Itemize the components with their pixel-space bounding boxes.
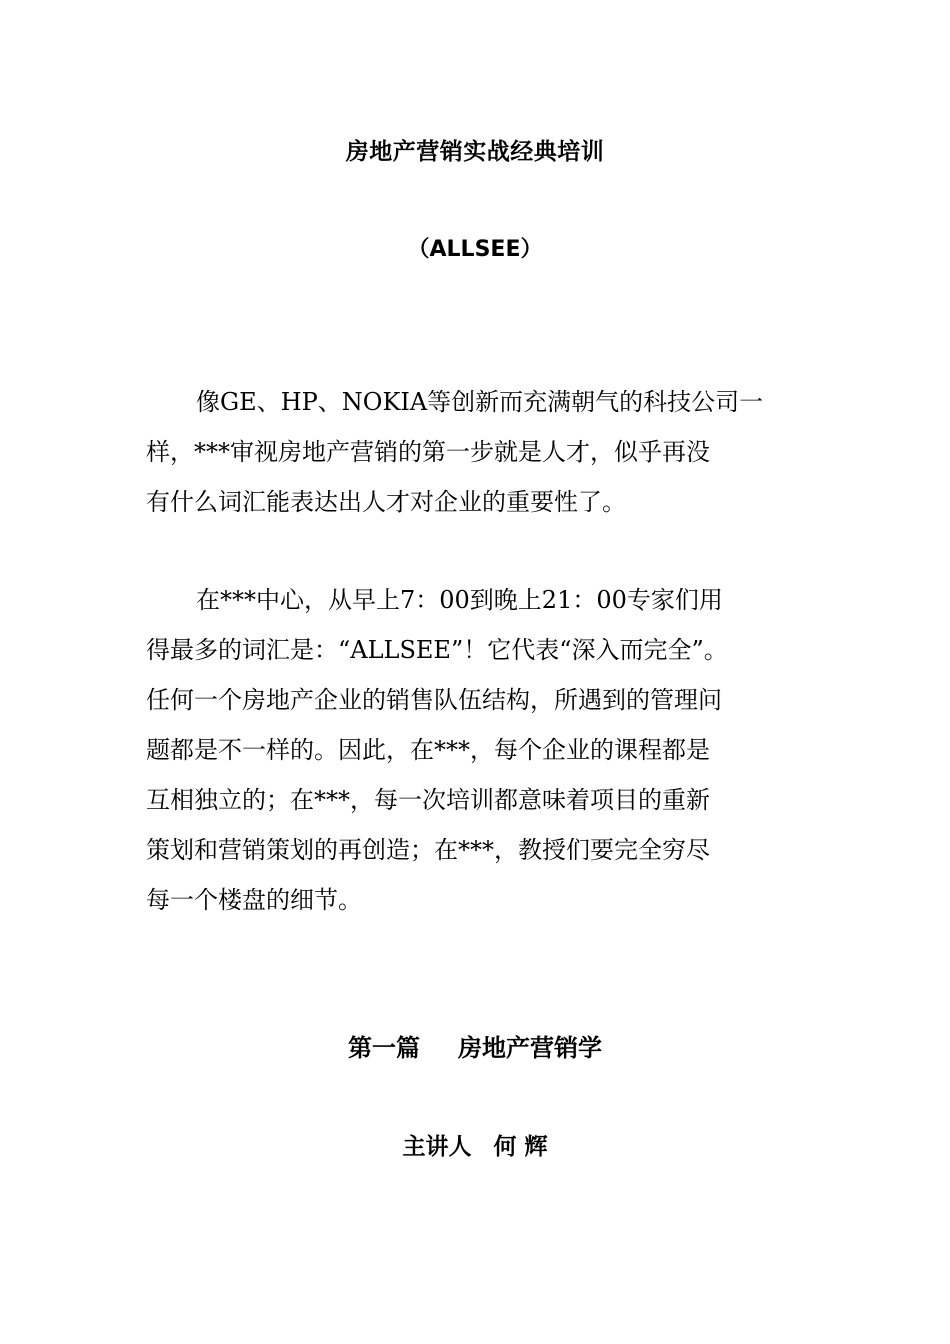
paragraph-line: 互相独立的；在***，每一次培训都意味着项目的重新 (146, 786, 710, 814)
document-subtitle: （ALLSEE） (407, 237, 543, 262)
paragraph-line: 在***中心，从早上7：00到晚上21：00专家们用 (196, 586, 723, 614)
allsee-paragraph (146, 584, 806, 934)
paragraph-line: 任何一个房地产企业的销售队伍结构，所遇到的管理问 (146, 686, 722, 714)
speaker-label: 主讲人 (402, 1133, 472, 1160)
document-title: 房地产营销实战经典培训 (345, 139, 605, 165)
paragraph-line: 策划和营销策划的再创造；在***，教授们要完全穷尽 (146, 836, 710, 864)
paragraph-line: 每一个楼盘的细节。 (146, 886, 362, 914)
paragraph-line: 得最多的词汇是：“ALLSEE”！它代表“深入而完全”。 (146, 636, 728, 664)
paragraph-line: 有什么词汇能表达出人才对企业的重要性了。 (146, 488, 626, 516)
part-name: 房地产营销学 (458, 1034, 602, 1062)
paragraph-line: 像GE、HP、NOKIA等创新而充满朝气的科技公司一 (196, 388, 764, 416)
part-heading (0, 1032, 950, 1064)
intro-paragraph (146, 386, 806, 536)
paragraph-line: 题都是不一样的。因此，在***，每个企业的课程都是 (146, 736, 710, 764)
speaker-name: 何 辉 (493, 1133, 548, 1160)
speaker-line (0, 1131, 950, 1163)
part-number: 第一篇 (348, 1034, 420, 1062)
paragraph-line: 样，***审视房地产营销的第一步就是人才，似乎再没 (146, 438, 710, 466)
